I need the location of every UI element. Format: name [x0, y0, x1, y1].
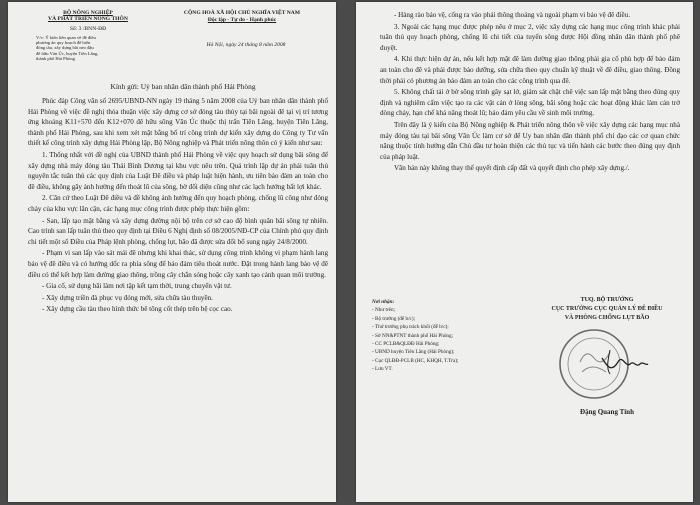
ministry-name: [38, 10, 138, 23]
paragraph: - Phạm vi san lấp vào sát mái đê nhưng khi khai thác, sử dụng công trình không vi phạm hành lang bảo vệ đê điều và có hướng dốc ra phía sông để bảo đảm tiêu thoát nước. Đặt trong hành lang bảo vệ đê điều có thể kết hợp làm đường giao thông, trồng cây chắn sóng hoặc cây xanh tạo cảnh quan môi trường.: [28, 249, 328, 279]
country-name: CỘNG HOÀ XÃ HỘI CHỦ NGHĨA VIỆT NAM: [183, 10, 301, 16]
recipient-item: - CC PCLB&QLĐĐ Hải Phòng;: [372, 341, 440, 348]
letter-page-2: [356, 2, 693, 502]
paragraph: - Hàng rào bảo vệ, cổng ra vào phải thông thoáng và ngoài phạm vi bảo vệ đê điều.: [394, 11, 630, 19]
official-stamp-and-signature: [552, 322, 662, 408]
document-date: Hà Nội, ngày 24 tháng 8 năm 2008: [206, 42, 286, 48]
recipient-item: - Sở NN&PTNT thành phố Hải Phòng;: [372, 332, 454, 339]
paragraph: 3. Ngoài các hạng mục được phép nêu ở mục 2, việc xây dựng các hạng mục công trình khác phải tuân thủ quy hoạch phòng, chống lũ chi tiết của tuyến sông được Hội đồng nhân dân thành phố phê duyệt.: [380, 22, 680, 52]
ministry-line-2: VÀ PHÁT TRIỂN NÔNG THÔN: [48, 16, 128, 23]
paragraph: Văn bản này không thay thế quyết định cấp đất và quyết định cho phép xây dựng./.: [394, 164, 630, 173]
paragraph: 2. Căn cứ theo Luật Đê điều và đề không ảnh hưởng đến quy hoạch phòng, chống lũ công như đóng chảy của khu vực lân cận, các hạng mục công trình được phép thực hiện gồm:: [28, 194, 328, 213]
sign-line-3: VÀ PHÒNG CHỐNG LỤT BÃO: [564, 315, 650, 321]
signer-name: Đặng Quang Tính: [580, 408, 634, 416]
subject-line: phương án quy hoạch đê biến: [36, 40, 91, 46]
letter-body-2: [380, 10, 680, 175]
subject-line: thành phố Hải Phòng: [36, 55, 75, 61]
paragraph: - Xây dựng cầu tàu theo hình thức bê tông cốt thép trên bệ cọc cao.: [42, 305, 233, 314]
paragraph: 4. Khi thực hiện dự án, nếu kết hợp mặt đê làm đường giao thông phải gia cố phù hợp để bảo đảm an toàn cho đê và phải được bảo dưỡng, sửa chữa theo quy chuẩn kỹ thuật về đê điều, giao thông. Đồng thời phải có phương án bảo đảm an toàn cho các công trình qua đê.: [380, 55, 680, 85]
recipient-line: Kính gửi: Uỷ ban nhân dân thành phố Hải Phòng: [110, 82, 256, 91]
paragraph: - San, lấp tạo mặt bằng và xây dựng đường nội bộ trên cơ sở cao độ bình quân bãi sông tự nhiên. Cao trình san lấp tuân thủ theo quy định tại Điều 6 Nghị định số 08/2005/NĐ-CP của Chính phủ quy định chi tiết một số Điều của Pháp lệnh phòng, chống lụt, bão đã được sửa đổi bổ sung ngày 24/8/2000.: [28, 216, 329, 246]
subject-line: V/v: Ý kiến liên quan về đê điều: [36, 35, 96, 40]
subject-line: đê hữu Văn Úc, huyện Tiên Lãng,: [36, 50, 99, 56]
paragraph: 1. Thống nhất với đề nghị của UBND thành phố Hải Phòng về việc quy hoạch sử dụng bãi sông để xây dựng nhà máy đóng tàu Thái Bình Dương tại khu vực nêu trên. Quá trình lập dự án phải tuân thủ nguyên tắc tuân thủ các quy định của Luật Đê điều và pháp luật hiện hành, ưu tiên bảo đảm an toàn cho đê điều, không gây ảnh hưởng đến thoát lũ của sông, bờ đối diện cũng như các lạch hướng bất lợi khác.: [28, 150, 328, 191]
ministry-line-1: BỘ NÔNG NGHIỆP: [63, 10, 113, 16]
recipient-item: - Lưu VT.: [372, 366, 393, 373]
sign-line-2: CỤC TRƯỞNG CỤC QUẢN LÝ ĐÊ ĐIỀU: [551, 306, 663, 312]
recipient-item: - UBND huyện Tiên Lãng (Hải Phòng);: [372, 349, 455, 356]
paragraph: 5. Không chất tải ở bờ sông trình gây sạt lở, giám sát chặt chẽ việc san lấp mặt bằng theo đúng quy định và nghiêm cấm việc tạo ra các vật cản ở lòng sông, bãi sông hoặc các hoạt động khác làm cản trở dòng chảy, hạn chế khả năng thoát lũ; bảo đảm yêu cầu về sinh môi trường.: [380, 88, 680, 118]
paragraph: Phúc đáp Công văn số 2695/UBND-NN ngày 19 tháng 5 năm 2008 của Uỷ ban nhân dân thành phố Hải Phòng về việc đề nghị thỏa thuận việc xây dựng cơ sở đóng tàu thủy tại bãi ngoài đê tại vị trí tương ứng khoảng K11+570 đến K12+070 đê hữu sông Văn Úc thuộc thị trấn Tiên Lãng, huyện Tiên Lãng, thành phố Hải Phòng, sau khi xem xét mặt bằng bố trí công trình dự kiến xây dựng do Công ty Tư vấn thiết kế công trình xây dựng Hải Phòng lập, Bộ Nông nghiệp và Phát triển nông thôn có ý kiến như sau:: [28, 97, 328, 148]
recipient-item: - Bộ trưởng (để b/c);: [372, 315, 416, 322]
recipient-item: - Như trên;: [372, 307, 395, 314]
sign-line-1: TUQ. BỘ TRƯỞNG: [580, 297, 634, 303]
recipient-item: - Cục QLĐĐ-PCLB (HC, KHQH, T.Tra);: [372, 357, 459, 364]
paragraph: - Gia cố, sử dụng bãi làm nơi tập kết tạm thời, trung chuyển vật tư.: [42, 282, 232, 291]
recipients-title: Nơi nhận:: [372, 299, 395, 305]
subject-line: đóng tàu, xây dựng bãi neo đậu: [36, 45, 94, 51]
paragraph: - Xây dựng triền đà phục vụ đóng mới, sửa chữa tàu thuyền.: [42, 293, 213, 302]
letter-body-1: [28, 96, 328, 316]
paragraph: Trên đây là ý kiến của Bộ Nông nghiệp & Phát triển nông thôn về việc xây dựng các hạng mục nhà máy đóng tàu tại bãi sông Văn Úc làm cơ sở để Uy ban nhân dân thành phố chỉ đạo các cơ quan chức năng thuộc tỉnh hướng dẫn Chủ đầu tư hoàn thiện các thủ tục và tiến hành các bước theo đúng quy định của pháp luật.: [380, 120, 680, 161]
document-number: Số: 3 /BNN-ĐĐ: [69, 26, 107, 32]
recipients-list: [372, 298, 512, 374]
recipient-item: - Thứ trưởng phụ trách khối (để b/c);: [372, 324, 449, 331]
letter-page-1: [8, 2, 336, 502]
document-subject: [36, 35, 132, 61]
signature-title: [524, 296, 690, 323]
national-motto: Độc lập - Tự do - Hạnh phúc: [207, 17, 277, 23]
